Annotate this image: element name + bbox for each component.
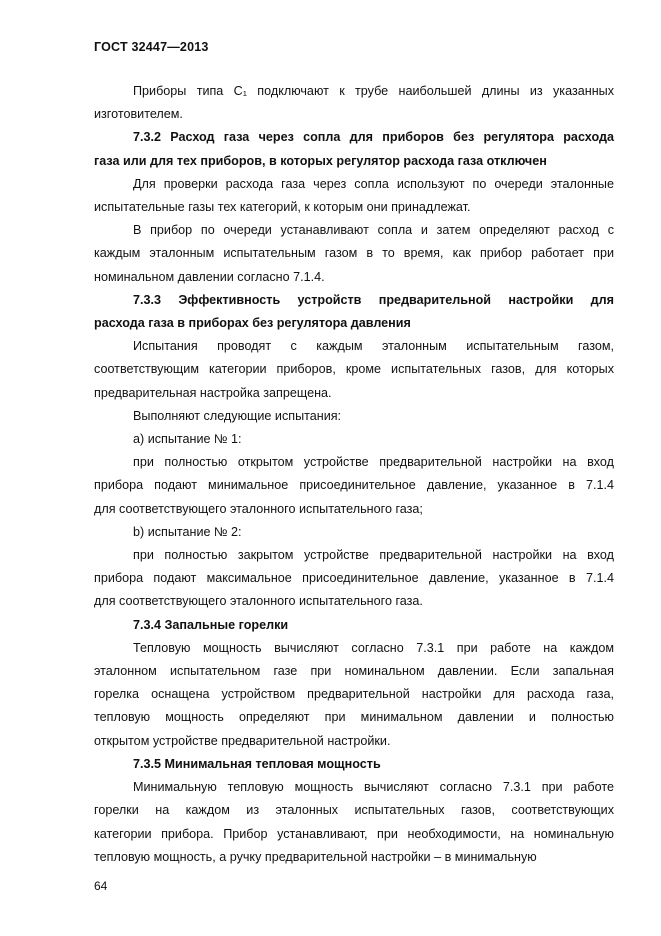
section-heading bbox=[94, 289, 614, 335]
text-line: открытом устройстве предварительной настройки. bbox=[94, 733, 391, 748]
text-line: категории прибора. Прибор устанавливают, при необходимости, на номинальную bbox=[94, 826, 614, 841]
document-header: ГОСТ 32447—2013 bbox=[94, 40, 209, 54]
text-line: соответствующим категории приборов, кроме испытательных газов, для которых bbox=[94, 362, 614, 377]
text-line: Тепловую мощность вычисляют согласно 7.3.1 при работе на каждом bbox=[133, 640, 614, 655]
text-line: испытательные газы тех категорий, к которым они принадлежат. bbox=[94, 200, 471, 215]
paragraph bbox=[94, 451, 614, 521]
text-line: изготовителем. bbox=[94, 107, 183, 122]
section-heading bbox=[94, 126, 614, 172]
text-line: горелки на каждом из эталонных испытательных газов, соответствующих bbox=[94, 803, 614, 818]
document-body bbox=[94, 80, 614, 869]
paragraph bbox=[94, 637, 614, 753]
paragraph bbox=[94, 80, 614, 126]
text-line: 7.3.3 Эффективность устройств предварительной настройки для bbox=[133, 292, 614, 307]
paragraph bbox=[94, 776, 614, 869]
text-line: эталонном испытательном газе при номинальном давлении. Если запальная bbox=[94, 664, 614, 679]
text-line: газа или для тех приборов, в которых регулятор расхода газа отключен bbox=[94, 153, 547, 168]
paragraph bbox=[94, 544, 614, 614]
text-line: горелка оснащена устройством предварительной настройки для расхода газа, bbox=[94, 687, 614, 702]
text-line: номинальном давлении согласно 7.1.4. bbox=[94, 269, 325, 284]
paragraph bbox=[94, 335, 614, 405]
text-line: 7.3.2 Расход газа через сопла для приборов без регулятора расхода bbox=[133, 130, 614, 145]
paragraph bbox=[94, 405, 614, 428]
text-line: b) испытание № 2: bbox=[133, 524, 242, 539]
text-line: предварительная настройка запрещена. bbox=[94, 385, 332, 400]
text-line: Минимальную тепловую мощность вычисляют согласно 7.3.1 при работе bbox=[133, 780, 614, 795]
section-heading bbox=[94, 614, 614, 637]
text-line: Выполняют следующие испытания: bbox=[133, 408, 342, 423]
text-line: прибора подают минимальное присоединительное давление, указанное в 7.1.4 bbox=[94, 478, 614, 493]
text-line: а) испытание № 1: bbox=[133, 432, 242, 447]
text-line: Для проверки расхода газа через сопла используют по очереди эталонные bbox=[133, 176, 614, 191]
text-line: 7.3.5 Минимальная тепловая мощность bbox=[133, 756, 381, 771]
text-line: Приборы типа C₁ подключают к трубе наибольшей длины из указанных bbox=[133, 84, 614, 98]
text-line: для соответствующего эталонного испытательного газа; bbox=[94, 501, 423, 516]
paragraph bbox=[94, 428, 614, 451]
paragraph bbox=[94, 219, 614, 289]
text-line: тепловую мощность определяют при минимальном давлении и полностью bbox=[94, 710, 614, 725]
paragraph bbox=[94, 173, 614, 219]
text-line: каждым эталонным испытательным газом в то время, как прибор работает при bbox=[94, 246, 614, 261]
paragraph bbox=[94, 521, 614, 544]
text-line: прибора подают максимальное присоединительное давление, указанное в 7.1.4 bbox=[94, 571, 614, 586]
page-number: 64 bbox=[94, 879, 108, 893]
text-line: при полностью закрытом устройстве предварительной настройки на вход bbox=[133, 548, 614, 563]
text-line: при полностью открытом устройстве предварительной настройки на вход bbox=[133, 455, 614, 470]
text-line: для соответствующего эталонного испытательного газа. bbox=[94, 594, 423, 609]
text-line: В прибор по очереди устанавливают сопла и затем определяют расход с bbox=[133, 223, 614, 238]
text-line: расхода газа в приборах без регулятора давления bbox=[94, 316, 411, 331]
section-heading bbox=[94, 753, 614, 776]
text-line: Испытания проводят с каждым эталонным испытательным газом, bbox=[133, 339, 614, 354]
text-line: тепловую мощность, а ручку предварительной настройки – в минимальную bbox=[94, 849, 537, 864]
text-line: 7.3.4 Запальные горелки bbox=[133, 617, 289, 632]
